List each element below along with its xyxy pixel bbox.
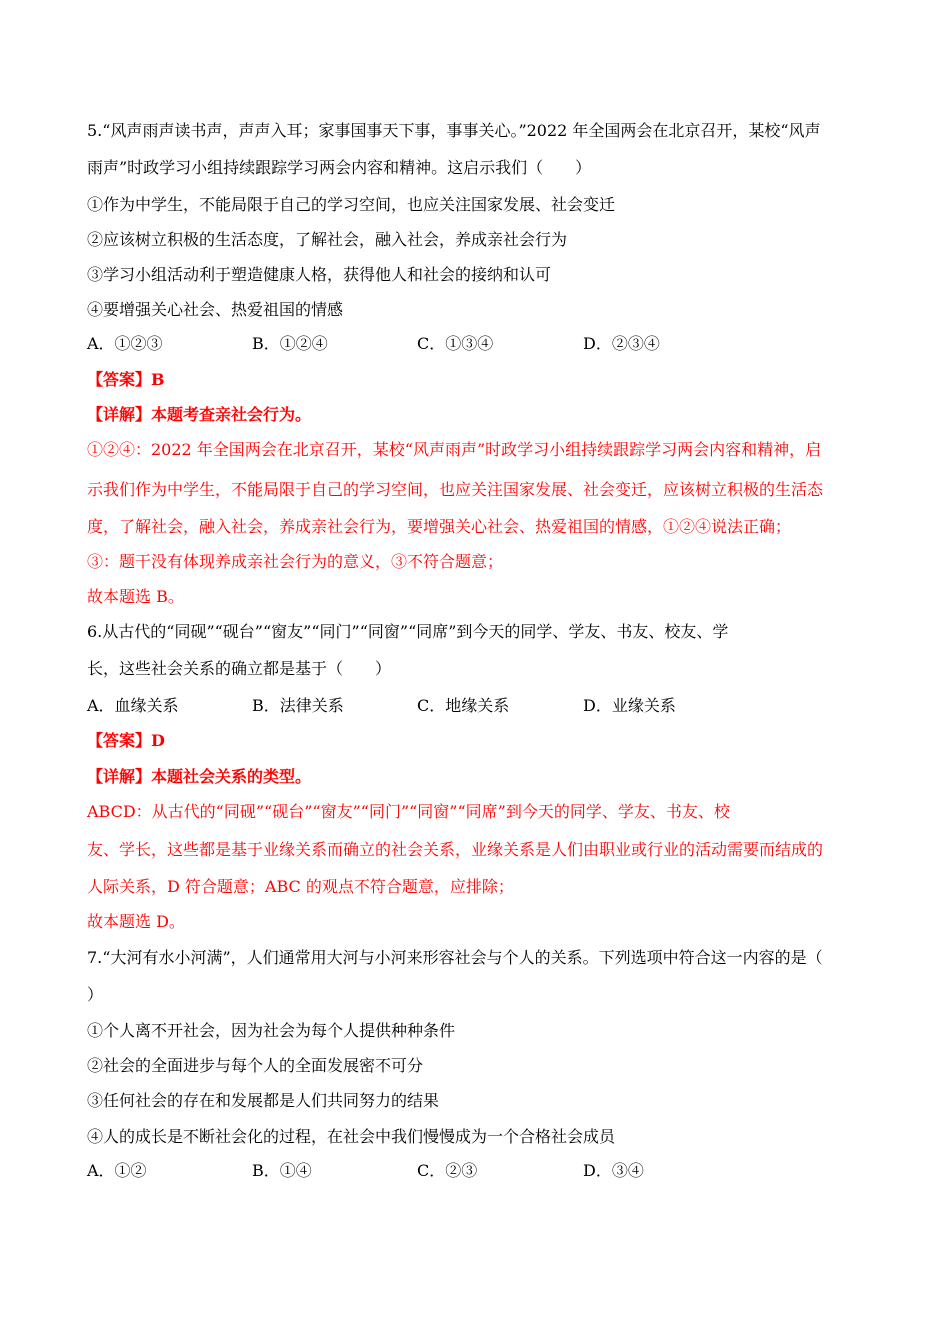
q5-item-1: ①作为中学生，不能局限于自己的学习空间，也应关注国家发展、社会变迁 xyxy=(87,195,616,214)
q5-explain-line-2: 示我们作为中学生，不能局限于自己的学习空间，也应关注国家发展、社会变迁，应该树立积极的生活态 xyxy=(87,480,824,499)
q6-explain-line-2: 友、学长，这些都是基于业缘关系而确立的社会关系，业缘关系是人们由职业或行业的活动需要而结成的 xyxy=(87,840,824,859)
q7-item-4: ④人的成长是不断社会化的过程，在社会中我们慢慢成为一个合格社会成员 xyxy=(87,1127,616,1146)
q5-option-b: B．①②④ xyxy=(252,334,328,353)
q7-option-d: D．③④ xyxy=(583,1161,644,1180)
q6-explain-line-1: ABCD：从古代的“同砚”“砚台”“窗友”“同门”“同窗”“同席”到今天的同学、学友、书友、校 xyxy=(87,802,730,821)
q5-option-c: C．①③④ xyxy=(417,334,494,353)
q5-explain-line-4: ③：题干没有体现养成亲社会行为的意义，③不符合题意； xyxy=(87,552,504,571)
q5-item-4: ④要增强关心社会、热爱祖国的情感 xyxy=(87,300,344,319)
q6-explain-head: 【详解】本题社会关系的类型。 xyxy=(87,767,312,786)
q7-item-1: ①个人离不开社会，因为社会为每个人提供种种条件 xyxy=(87,1021,456,1040)
q5-stem-line-2: 雨声”时政学习小组持续跟踪学习两会内容和精神。这启示我们（ ） xyxy=(87,158,592,177)
q6-explain-line-3: 人际关系，D 符合题意；ABC 的观点不符合题意，应排除； xyxy=(87,877,514,896)
q5-explain-line-1: ①②④：2022 年全国两会在北京召开，某校“风声雨声”时政学习小组持续跟踪学习两会内容和精神，启 xyxy=(87,440,822,459)
q6-option-c: C．地缘关系 xyxy=(417,696,510,715)
q6-stem-line-1: 6.从古代的“同砚”“砚台”“窗友”“同门”“同窗”“同席”到今天的同学、学友、书友、校友、学 xyxy=(87,622,729,641)
q6-option-d: D．业缘关系 xyxy=(583,696,676,715)
q5-option-d: D．②③④ xyxy=(583,334,660,353)
q5-explain-line-5: 故本题选 B。 xyxy=(87,587,184,606)
q7-stem-line-2: ） xyxy=(87,985,104,1004)
q7-item-2: ②社会的全面进步与每个人的全面发展密不可分 xyxy=(87,1056,424,1075)
q6-stem-line-2: 长，这些社会关系的确立都是基于（ ） xyxy=(87,659,392,678)
q5-explain-head: 【详解】本题考查亲社会行为。 xyxy=(87,405,312,424)
q7-item-3: ③任何社会的存在和发展都是人们共同努力的结果 xyxy=(87,1091,440,1110)
q5-item-2: ②应该树立积极的生活态度，了解社会，融入社会，养成亲社会行为 xyxy=(87,230,568,249)
q6-answer: 【答案】D xyxy=(87,731,165,750)
q7-option-c: C．②③ xyxy=(417,1161,478,1180)
q5-item-3: ③学习小组活动利于塑造健康人格，获得他人和社会的接纳和认可 xyxy=(87,265,552,284)
q7-stem-line-1: 7.“大河有水小河满”，人们通常用大河与小河来形容社会与个人的关系。下列选项中符合这一内容的是（ xyxy=(87,948,823,967)
q7-option-b: B．①④ xyxy=(252,1161,312,1180)
q6-option-b: B．法律关系 xyxy=(252,696,344,715)
q5-stem-line-1: 5.“风声雨声读书声，声声入耳；家事国事天下事，事事关心。”2022 年全国两会在北京召开，某校“风声 xyxy=(87,121,821,140)
q5-option-a: A．①②③ xyxy=(87,334,163,353)
q5-answer: 【答案】B xyxy=(87,370,165,389)
q6-option-a: A．血缘关系 xyxy=(87,696,179,715)
q6-explain-line-4: 故本题选 D。 xyxy=(87,912,185,931)
q7-option-a: A．①② xyxy=(87,1161,147,1180)
q5-explain-line-3: 度，了解社会，融入社会，养成亲社会行为，要增强关心社会、热爱祖国的情感，①②④说法正确； xyxy=(87,517,792,536)
